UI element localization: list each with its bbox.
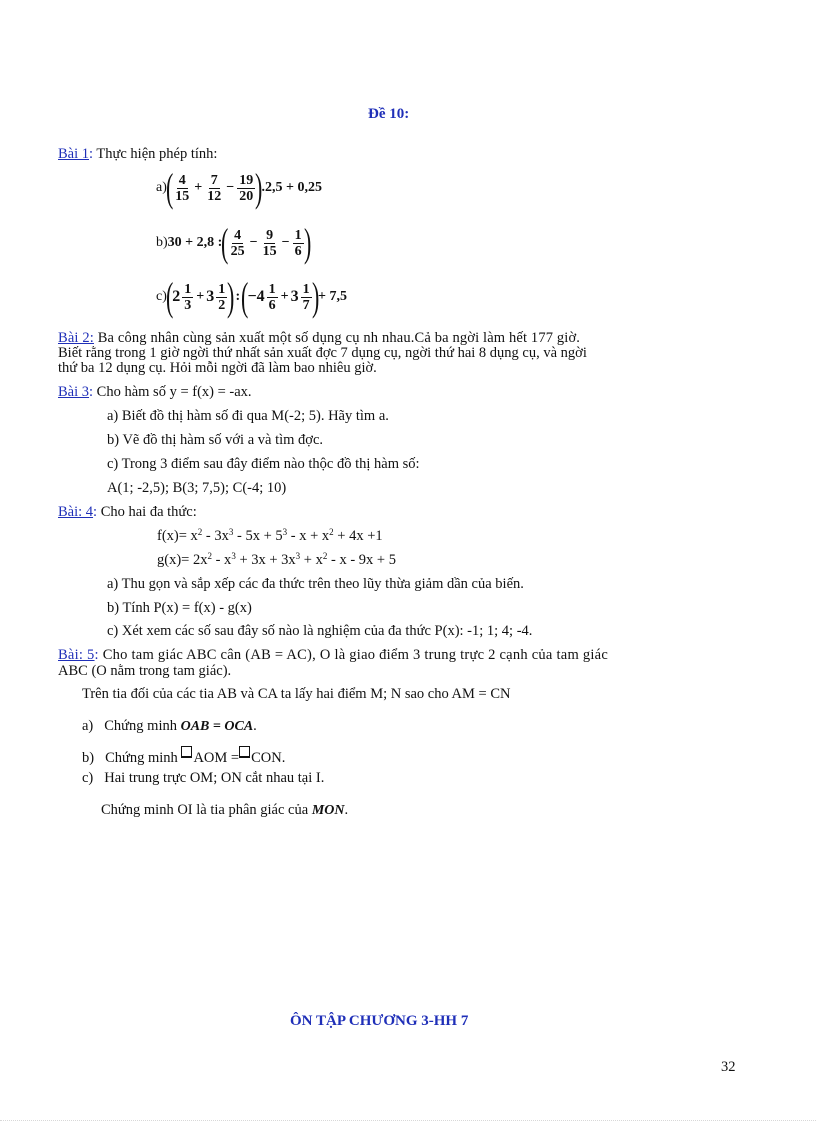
- mixed-number: 2 $\frac{1}{3}$: [172, 281, 192, 313]
- fraction: $\frac{1}{6}$: [294, 227, 302, 259]
- bai5-line2: ABC (O nằm trong tam giác).: [58, 663, 232, 679]
- paren-close: ): [227, 274, 235, 319]
- fraction: $\frac{19}{20}$: [239, 172, 254, 204]
- bai4-label: Bài: 4: [58, 504, 94, 520]
- bai2-line2: Biết rằng trong 1 giờ ngời thứ nhất sản xuất đợc 7 dụng cụ, ngời thứ hai 8 dụng cụ, và ngời: [58, 345, 587, 361]
- bai5-a: a) Chứng minh OAB = OCA.: [82, 718, 257, 734]
- bai3-points: A(1; -2,5); B(3; 7,5); C(-4; 10): [107, 480, 287, 496]
- bai4-c: c) Xét xem các số sau đây số nào là nghiệm của đa thức P(x): -1; 1; 4; -4.: [107, 623, 533, 639]
- poly-f: $f(x)= x^2 - 3x^3 - 5x + 5^3 - x + x^2 + 4x +1$: [157, 527, 383, 544]
- paren-close: ): [311, 274, 319, 319]
- paren-close: ): [255, 165, 263, 210]
- mixed-number: 3 $\frac{1}{7}$: [290, 281, 310, 313]
- bai1-text: Thực hiện phép tính:: [93, 146, 218, 162]
- bai5-line1: Bài: 5: Cho tam giác ABC cân (AB = AC), O là giao điểm 3 trung trực 2 cạnh của tam giác: [58, 647, 609, 663]
- bai3-c: c) Trong 3 điểm sau đây điểm nào thộc đồ thị hàm số:: [107, 456, 420, 472]
- bai2-label: Bài 2:: [58, 330, 94, 346]
- bai2-line3: thứ ba 12 dụng cụ. Hỏi mỗi ngời đã làm bao nhiêu giờ.: [58, 360, 377, 376]
- expr-1b: b) 30 + 2,8 : ( $\frac{4}{25}$ − $\frac{9}{15}$ − $\frac{1}{6}$ ): [156, 220, 311, 265]
- angle-eq-math: OAB = OCA: [180, 719, 254, 734]
- chapter-title: ÔN TẬP CHƯƠNG 3-HH 7: [290, 1013, 469, 1029]
- angle-mon-math: MON: [311, 803, 345, 818]
- bai1-label: Bài 1: [58, 146, 90, 162]
- paren-open: (: [221, 220, 229, 265]
- bai3-b: b) Vẽ đồ thị hàm số với a và tìm đợc.: [107, 432, 324, 448]
- expr-1a: a) ( $\frac{4}{15}$ + $\frac{7}{12}$ − $\frac{19}{20}$ ) .2,5 + 0,25: [156, 165, 322, 210]
- exam-title: Đề 10:: [368, 106, 410, 122]
- mixed-number: −4 $\frac{1}{6}$: [247, 281, 276, 313]
- bai3-heading: Bài 3: Cho hàm số y = f(x) = -ax.: [58, 384, 252, 400]
- page-number: 32: [721, 1059, 736, 1075]
- bai2-line1: Bài 2: Ba công nhân cùng sản xuất một số dụng cụ nh nhau.Cả ba ngời làm hết 177 giờ.: [58, 330, 581, 346]
- paren-open: (: [165, 165, 174, 210]
- bai5-b: b) Chứng minh AOM = CON.: [82, 746, 285, 766]
- fraction: $\frac{4}{25}$: [230, 227, 245, 259]
- triangle-symbol-icon: [239, 746, 250, 758]
- fraction: $\frac{4}{15}$: [175, 172, 190, 204]
- expr-1c: c) ( 2 $\frac{1}{3}$ + 3 $\frac{1}{2}$ ) : ( −4 $\frac{1}{6}$ + 3 $\frac{1}{7}$ ) + 7,5: [156, 274, 347, 319]
- paren-close: ): [303, 220, 311, 265]
- fraction: $\frac{9}{15}$: [262, 227, 277, 259]
- bai4-b: b) Tính P(x) = f(x) - g(x): [107, 600, 252, 616]
- bai1-heading: Bài 1: Thực hiện phép tính:: [58, 146, 218, 162]
- bai3-a: a) Biết đồ thị hàm số đi qua M(-2; 5). Hãy tìm a.: [107, 408, 389, 424]
- bai5-c: c) Hai trung trực OM; ON cắt nhau tại I.: [82, 770, 325, 786]
- bai5-line3: Trên tia đối của các tia AB và CA ta lấy hai điểm M; N sao cho AM = CN: [82, 686, 511, 702]
- mixed-number: 3 $\frac{1}{2}$: [206, 281, 226, 313]
- fraction: $\frac{7}{12}$: [207, 172, 222, 204]
- page-edge-divider: [0, 1120, 816, 1121]
- bai5-d: Chứng minh OI là tia phân giác của MON.: [101, 802, 349, 818]
- bai5-label: Bài: 5: [58, 647, 95, 663]
- bai4-heading: Bài: 4: Cho hai đa thức:: [58, 504, 197, 520]
- bai3-label: Bài 3: [58, 384, 90, 400]
- paren-open: (: [241, 274, 249, 319]
- bai4-a: a) Thu gọn và sắp xếp các đa thức trên theo lũy thừa giảm dần của biến.: [107, 576, 524, 592]
- paren-open: (: [165, 274, 174, 319]
- triangle-symbol-icon: [181, 746, 192, 758]
- poly-g: $g(x)= 2x^2 - x^3 + 3x + 3x^3 + x^2 - x - 9x + 5$: [157, 551, 396, 568]
